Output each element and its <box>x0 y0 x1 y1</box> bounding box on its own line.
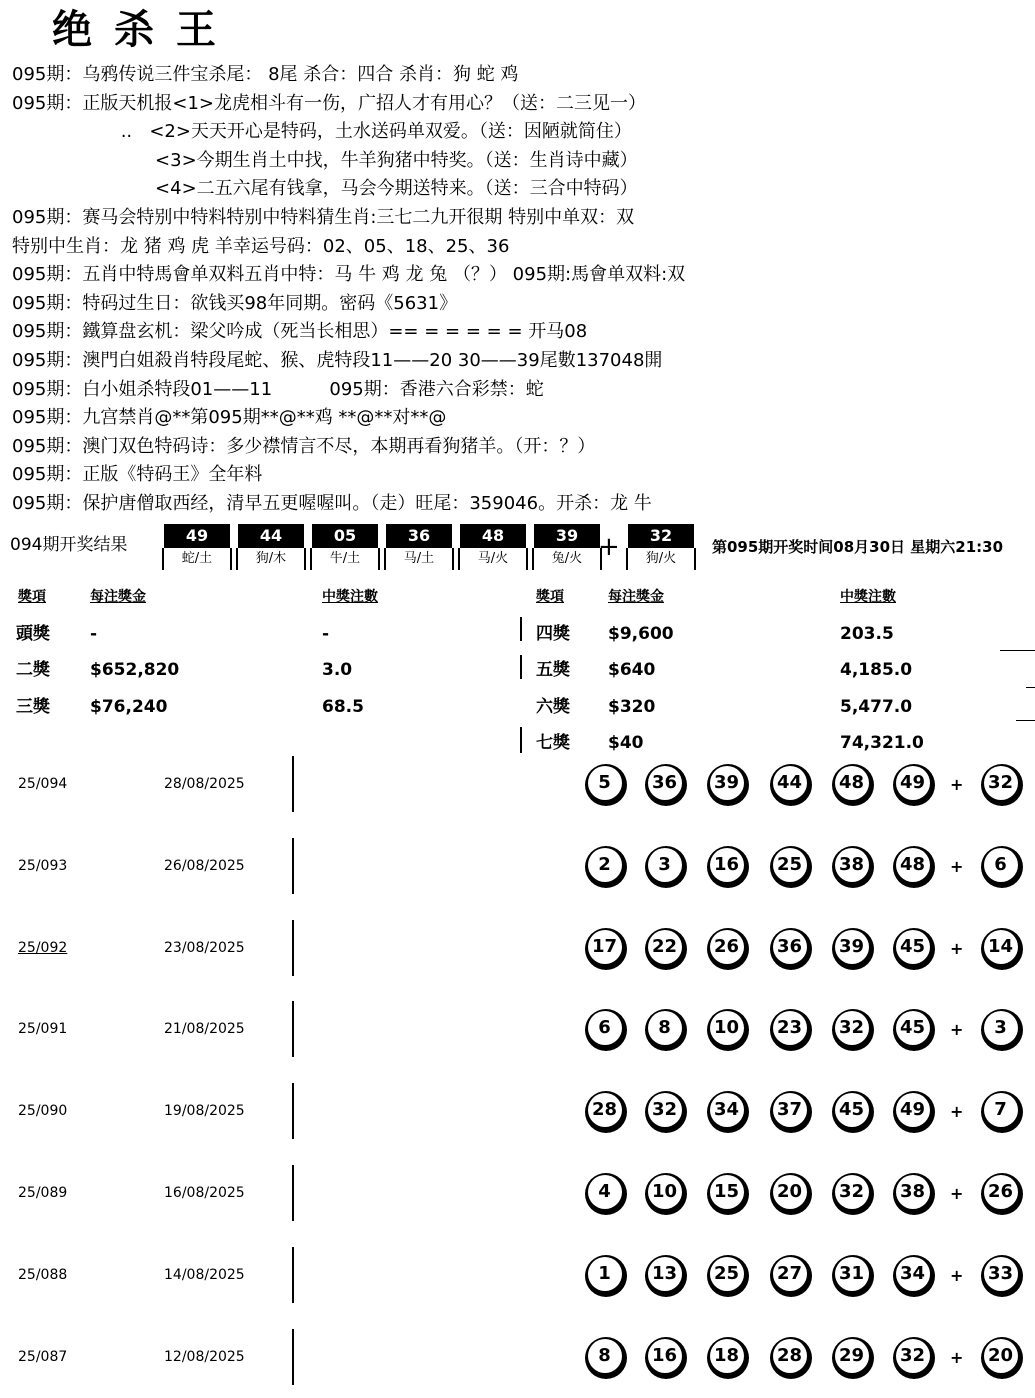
history-ball <box>893 1255 935 1297</box>
history-ball-number: 25 <box>710 1257 744 1291</box>
prize-item: 頭獎 <box>16 624 50 644</box>
history-ball-number: 10 <box>710 1011 744 1045</box>
history-ball-number: 49 <box>896 1093 930 1127</box>
history-ball <box>770 1337 812 1379</box>
history-ball-number: 36 <box>773 930 807 964</box>
history-ball-number: 49 <box>896 766 930 800</box>
prize-amount: $640 <box>608 660 656 680</box>
divider <box>292 838 294 894</box>
history-special-ball <box>981 1255 1023 1297</box>
tip-line: 095期：澳門白姐殺肖特段尾蛇、猴、虎特段11——20 30——39尾數137048開 <box>12 349 663 371</box>
history-ball <box>832 1173 874 1215</box>
history-ball-number: 7 <box>984 1093 1018 1127</box>
history-ball <box>832 1255 874 1297</box>
history-ball <box>645 1337 687 1379</box>
history-ball <box>585 928 627 970</box>
history-ball <box>585 1091 627 1133</box>
plus-sign: + <box>950 1183 964 1203</box>
history-ball-number: 37 <box>773 1093 807 1127</box>
tip-line: 095期：五肖中特馬會单双料五肖中特：马 牛 鸡 龙 兔 （？） 095期:馬會单双料:双 <box>12 264 686 286</box>
history-ball-number: 29 <box>835 1339 869 1373</box>
prize-header-count: 中獎注數 <box>840 589 896 605</box>
history-ball-number: 45 <box>896 930 930 964</box>
history-ball <box>585 1337 627 1379</box>
history-date: 26/08/2025 <box>164 857 245 874</box>
history-ball-number: 36 <box>648 766 682 800</box>
history-ball-number: 6 <box>588 1011 622 1045</box>
prize-amount: $40 <box>608 733 644 753</box>
history-ball-number: 3 <box>984 1011 1018 1045</box>
history-period[interactable]: 25/092 <box>18 939 68 956</box>
history-ball <box>770 1009 812 1051</box>
history-ball <box>707 764 749 806</box>
prize-item: 六獎 <box>536 697 570 717</box>
divider <box>292 1083 294 1139</box>
tip-line: 095期：正版《特码王》全年料 <box>12 464 263 486</box>
prize-header-amount: 每注獎金 <box>608 589 664 605</box>
history-ball-number: 45 <box>835 1093 869 1127</box>
history-ball <box>832 1337 874 1379</box>
history-ball-number: 39 <box>710 766 744 800</box>
tip-line: <4>二五六尾有钱拿，马会今期送特来。（送：三合中特码） <box>12 178 638 200</box>
history-ball <box>893 1009 935 1051</box>
history-period: 25/090 <box>18 1103 68 1120</box>
history-ball-number: 33 <box>984 1257 1018 1291</box>
history-ball-number: 13 <box>648 1257 682 1291</box>
history-ball <box>893 1337 935 1379</box>
prize-item: 五獎 <box>536 660 570 680</box>
prize-amount: $320 <box>608 697 656 717</box>
history-special-ball <box>981 846 1023 888</box>
history-ball <box>645 1255 687 1297</box>
history-ball-number: 4 <box>588 1175 622 1209</box>
history-ball-number: 32 <box>648 1093 682 1127</box>
history-ball-number: 28 <box>588 1093 622 1127</box>
history-ball <box>770 1091 812 1133</box>
history-ball <box>707 928 749 970</box>
divider <box>292 920 294 976</box>
draw-ball <box>236 524 306 574</box>
divider <box>1026 687 1035 688</box>
history-special-ball <box>981 1009 1023 1051</box>
draw-ball-zodiac: 马/土 <box>384 548 454 570</box>
prize-amount: $9,600 <box>608 624 674 644</box>
history-special-ball <box>981 928 1023 970</box>
history-ball <box>645 1009 687 1051</box>
draw-ball <box>532 524 602 574</box>
plus-sign: + <box>950 1102 964 1122</box>
draw-ball-zodiac: 蛇/土 <box>162 548 232 570</box>
history-ball-number: 32 <box>896 1339 930 1373</box>
history-ball <box>893 764 935 806</box>
prize-count: 74,321.0 <box>840 733 924 753</box>
draw-ball <box>162 524 232 574</box>
history-ball <box>770 1173 812 1215</box>
draw-ball <box>310 524 380 574</box>
history-ball <box>585 764 627 806</box>
history-ball <box>893 928 935 970</box>
history-period: 25/091 <box>18 1021 68 1038</box>
history-ball-number: 8 <box>588 1339 622 1373</box>
history-date: 16/08/2025 <box>164 1184 245 1201</box>
prize-header-amount: 每注獎金 <box>90 589 146 605</box>
tip-line: 095期：乌鸦传说三件宝杀尾： 8尾 杀合：四合 杀肖：狗 蛇 鸡 <box>12 64 519 85</box>
history-ball-number: 15 <box>710 1175 744 1209</box>
prize-count: 4,185.0 <box>840 660 913 680</box>
plus-sign: + <box>950 1020 964 1040</box>
history-ball-number: 31 <box>835 1257 869 1291</box>
history-ball <box>832 764 874 806</box>
draw-ball-zodiac: 兔/火 <box>532 548 602 570</box>
history-period: 25/088 <box>18 1266 68 1283</box>
history-ball-number: 32 <box>835 1175 869 1209</box>
history-ball <box>585 1009 627 1051</box>
divider <box>292 1001 294 1057</box>
draw-ball-number: 44 <box>238 524 304 548</box>
next-draw-time: 第095期开奖时间08月30日 星期六21:30 <box>712 538 1004 556</box>
history-ball-number: 26 <box>710 930 744 964</box>
history-ball-number: 27 <box>773 1257 807 1291</box>
history-ball <box>585 1255 627 1297</box>
prize-count: 3.0 <box>322 660 353 680</box>
history-date: 21/08/2025 <box>164 1021 245 1038</box>
history-ball-number: 2 <box>588 848 622 882</box>
history-special-ball <box>981 764 1023 806</box>
history-ball <box>707 846 749 888</box>
prize-count: 203.5 <box>840 624 894 644</box>
draw-ball-zodiac: 牛/土 <box>310 548 380 570</box>
prize-item: 二獎 <box>16 660 50 680</box>
prize-count: 68.5 <box>322 697 364 717</box>
prize-item: 四獎 <box>536 624 570 644</box>
history-ball-number: 20 <box>984 1339 1018 1373</box>
history-ball-number: 38 <box>835 848 869 882</box>
history-special-ball <box>981 1173 1023 1215</box>
plus-sign: + <box>598 532 620 562</box>
draw-title: 094期开奖结果 <box>10 535 128 555</box>
tip-line: 095期：特码过生日：欲钱买98年同期。密码《5631》 <box>12 292 458 314</box>
history-special-ball <box>981 1337 1023 1379</box>
history-date: 28/08/2025 <box>164 776 245 792</box>
tip-line: 095期：澳门双色特码诗：多少襟情言不尽，本期再看狗猪羊。（开：？） <box>12 435 596 457</box>
history-ball <box>707 1337 749 1379</box>
draw-ball-number: 36 <box>386 524 452 548</box>
history-row <box>0 826 1035 908</box>
prize-header-item: 獎項 <box>536 589 564 605</box>
prize-count: - <box>322 624 330 644</box>
history-ball <box>707 1009 749 1051</box>
history-ball <box>645 928 687 970</box>
draw-ball-zodiac: 狗/木 <box>236 548 306 570</box>
history-ball <box>770 928 812 970</box>
history-ball <box>585 1173 627 1215</box>
divider <box>292 1247 294 1303</box>
history-ball <box>770 846 812 888</box>
history-period: 25/087 <box>18 1348 68 1365</box>
draw-results <box>10 524 1035 576</box>
prize-item: 三獎 <box>16 697 50 717</box>
page-title: 绝杀王 <box>52 6 238 53</box>
history-period: 25/089 <box>18 1184 68 1201</box>
divider <box>520 655 522 679</box>
tip-line: 095期：九宫禁肖@**第095期**@**鸡 **@**对**@ <box>12 407 447 429</box>
divider <box>292 1329 294 1385</box>
draw-ball <box>458 524 528 574</box>
prize-amount: $652,820 <box>90 660 180 680</box>
history-ball-number: 44 <box>773 766 807 800</box>
tip-lines <box>12 61 1027 519</box>
history-ball <box>585 846 627 888</box>
history-ball-number: 8 <box>648 1011 682 1045</box>
history-ball-number: 38 <box>896 1175 930 1209</box>
plus-sign: + <box>950 775 964 794</box>
history-ball-number: 26 <box>984 1175 1018 1209</box>
history-special-ball <box>981 1091 1023 1133</box>
history-ball-number: 16 <box>710 848 744 882</box>
history-ball <box>707 1091 749 1133</box>
draw-ball-number: 32 <box>628 524 694 548</box>
prize-count: 5,477.0 <box>840 697 913 717</box>
divider <box>520 617 522 641</box>
history-ball <box>832 1091 874 1133</box>
history-ball <box>893 846 935 888</box>
tip-line: 特别中生肖：龙 猪 鸡 虎 羊幸运号码：02、05、18、25、36 <box>12 235 510 257</box>
history-date: 14/08/2025 <box>164 1266 245 1283</box>
plus-sign: + <box>950 856 964 876</box>
history-ball <box>645 846 687 888</box>
history-ball <box>770 764 812 806</box>
history-ball <box>832 928 874 970</box>
history-ball <box>645 1091 687 1133</box>
tip-line: .. <2>天天开心是特码，土水送码单双爱。（送：因陋就简住） <box>12 121 632 143</box>
tip-line: 095期：保护唐僧取西经，清早五更喔喔叫。（走）旺尾：359046。开杀：龙 牛 <box>12 492 652 514</box>
draw-ball <box>384 524 454 574</box>
divider <box>1000 650 1035 651</box>
tip-line: 095期：鐵算盘玄机：梁父吟成（死当长相思）== = = = = = 开马08 <box>12 321 588 343</box>
history-ball <box>770 1255 812 1297</box>
draw-ball-zodiac: 马/火 <box>458 548 528 570</box>
history-ball-number: 6 <box>984 848 1018 882</box>
history-ball-number: 5 <box>588 766 622 800</box>
draw-ball-number: 05 <box>312 524 378 548</box>
history-row <box>0 908 1035 990</box>
history-ball <box>645 764 687 806</box>
prize-table <box>0 585 1035 755</box>
tip-line: 095期：正版天机报<1>龙虎相斗有一伤，广招人才有用心？（送：二三见一） <box>12 92 646 114</box>
history-ball-number: 14 <box>984 930 1018 964</box>
prize-header-item: 獎項 <box>18 589 46 605</box>
history-ball-number: 1 <box>588 1257 622 1291</box>
history-ball <box>893 1173 935 1215</box>
history-row <box>0 1071 1035 1153</box>
plus-sign: + <box>950 938 964 958</box>
history-ball-number: 48 <box>896 848 930 882</box>
history-date: 23/08/2025 <box>164 939 245 956</box>
plus-sign: + <box>950 1265 964 1285</box>
plus-sign: + <box>950 1347 964 1367</box>
prize-item: 七獎 <box>536 733 570 753</box>
divider <box>292 756 294 812</box>
history-list <box>0 744 1035 1398</box>
history-ball <box>707 1255 749 1297</box>
history-ball-number: 16 <box>648 1339 682 1373</box>
history-row <box>0 744 1035 826</box>
history-ball <box>645 1173 687 1215</box>
history-ball-number: 39 <box>835 930 869 964</box>
divider <box>292 1165 294 1221</box>
history-ball-number: 32 <box>835 1011 869 1045</box>
draw-ball-number: 48 <box>460 524 526 548</box>
history-period: 25/093 <box>18 857 68 874</box>
history-ball-number: 20 <box>773 1175 807 1209</box>
tip-line: 095期：白小姐杀特段01——11 095期：香港六合彩禁：蛇 <box>12 378 544 400</box>
history-ball-number: 45 <box>896 1011 930 1045</box>
prize-header-count: 中獎注數 <box>322 589 378 605</box>
history-ball-number: 28 <box>773 1339 807 1373</box>
history-ball-number: 3 <box>648 848 682 882</box>
history-ball-number: 23 <box>773 1011 807 1045</box>
history-ball-number: 32 <box>984 766 1018 800</box>
history-row <box>0 1235 1035 1317</box>
history-ball-number: 34 <box>896 1257 930 1291</box>
history-row <box>0 989 1035 1071</box>
history-ball-number: 10 <box>648 1175 682 1209</box>
history-row <box>0 1317 1035 1398</box>
history-ball-number: 18 <box>710 1339 744 1373</box>
draw-ball-number: 49 <box>164 524 230 548</box>
history-ball-number: 34 <box>710 1093 744 1127</box>
draw-ball-zodiac: 狗/火 <box>626 548 696 570</box>
history-ball <box>893 1091 935 1133</box>
divider <box>1016 720 1035 721</box>
history-row <box>0 1153 1035 1235</box>
history-ball-number: 17 <box>588 930 622 964</box>
history-ball <box>832 846 874 888</box>
prize-amount: $76,240 <box>90 697 168 717</box>
history-period: 25/094 <box>18 776 68 792</box>
history-ball-number: 25 <box>773 848 807 882</box>
tip-line: 095期：赛马会特别中特料特别中特料猜生肖:三七二九开很期 特别中单双：双 <box>12 206 635 228</box>
tip-line: <3>今期生肖土中找，牛羊狗猪中特奖。（送：生肖诗中藏） <box>12 149 638 171</box>
history-ball-number: 48 <box>835 766 869 800</box>
history-ball-number: 22 <box>648 930 682 964</box>
history-ball <box>707 1173 749 1215</box>
history-ball <box>832 1009 874 1051</box>
prize-amount: - <box>90 624 98 644</box>
history-date: 19/08/2025 <box>164 1103 245 1120</box>
draw-ball-number: 39 <box>534 524 600 548</box>
history-date: 12/08/2025 <box>164 1348 245 1365</box>
draw-special-ball <box>626 524 696 574</box>
